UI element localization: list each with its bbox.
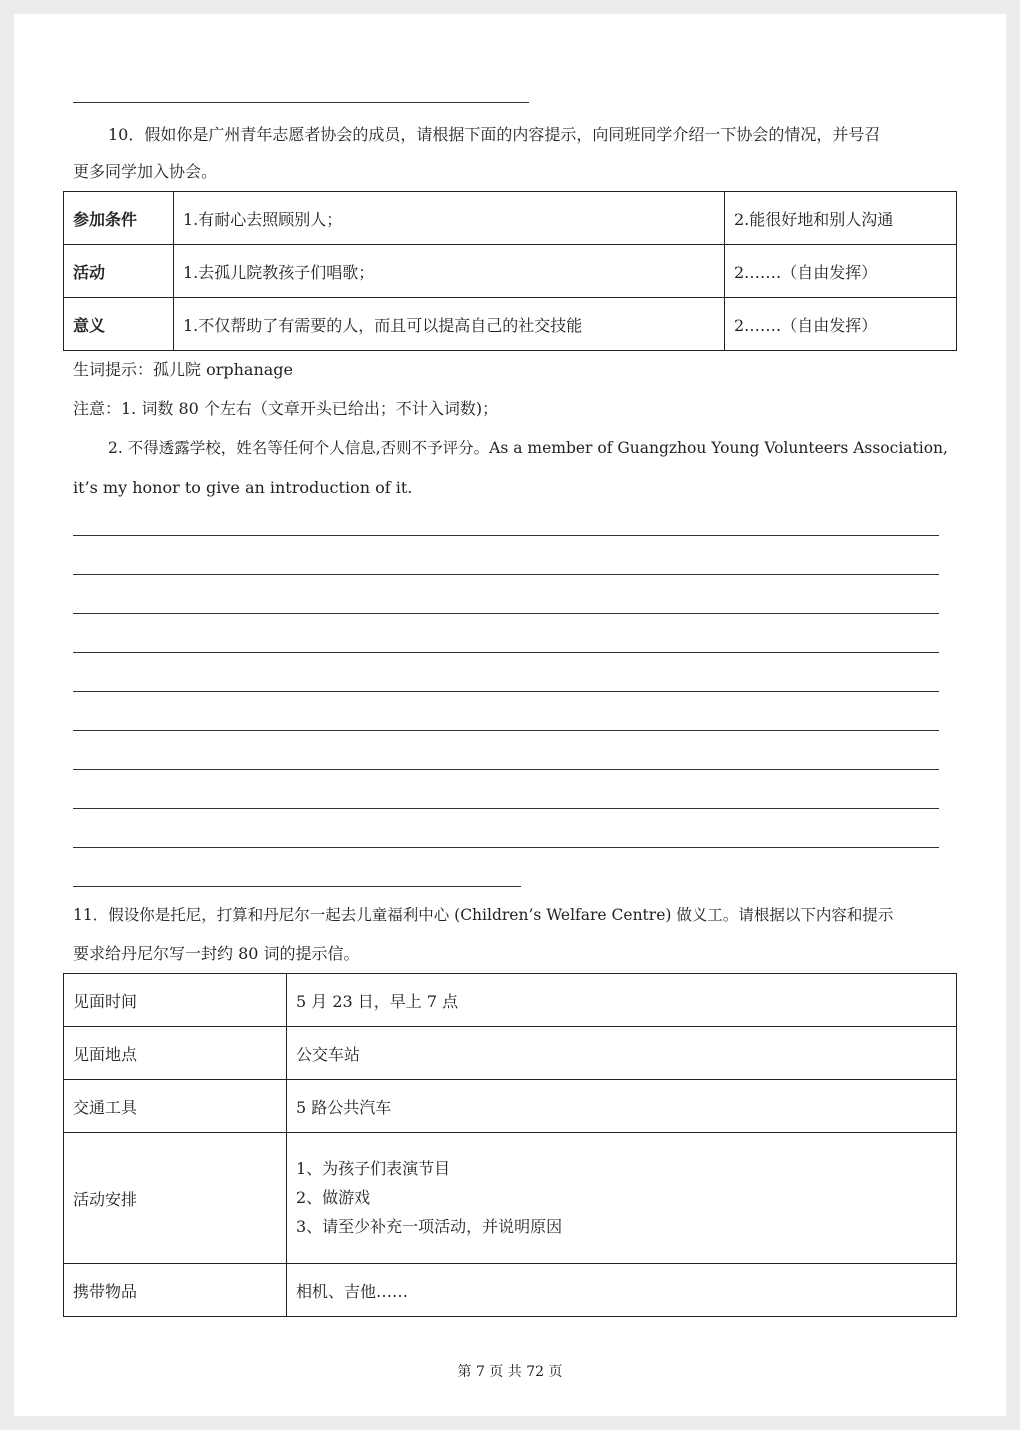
row-item1: 1.有耐心去照顾别人； (174, 192, 725, 245)
activity-item: 3、请至少补充一项活动，并说明原因 (296, 1217, 563, 1236)
row-label: 意义 (64, 298, 174, 351)
table-row (64, 1027, 957, 1080)
answer-line-prev (73, 102, 529, 103)
answer-line (73, 730, 939, 731)
row-label: 活动 (64, 245, 174, 298)
row-value: 相机、吉他…… (287, 1264, 957, 1317)
q10-prompt-line1: 10．假如你是广州青年志愿者协会的成员，请根据下面的内容提示，向同班同学介绍一下协会的情况，并号召 (108, 125, 881, 144)
row-item1: 1.不仅帮助了有需要的人，而且可以提高自己的社交技能 (174, 298, 725, 351)
row-label: 参加条件 (64, 192, 174, 245)
answer-line (73, 886, 521, 887)
q11-table (63, 973, 957, 1317)
q11-prompt-line1: 11．假设你是托尼，打算和丹尼尔一起去儿童福利中心 (Children’s Welfare Centre) 做义工。请根据以下内容和提示 (73, 906, 894, 924)
row-label: 携带物品 (64, 1264, 287, 1317)
answer-line (73, 847, 939, 848)
answer-line (73, 535, 939, 536)
document-page (14, 14, 1006, 1416)
answer-line (73, 691, 939, 692)
row-item1: 1.去孤儿院教孩子们唱歌； (174, 245, 725, 298)
row-value: 公交车站 (287, 1027, 957, 1080)
row-item2: 2.……（自由发挥） (725, 298, 957, 351)
page-footer: 第 7 页 共 72 页 (457, 1364, 563, 1380)
q10-prompt-line2: 更多同学加入协会。 (73, 162, 218, 181)
q10-table (63, 191, 957, 351)
answer-line (73, 652, 939, 653)
row-item2: 2.能很好地和别人沟通 (725, 192, 957, 245)
activity-item: 1、为孩子们表演节目 (296, 1159, 451, 1178)
table-row (64, 192, 957, 245)
q10-note1: 注意：1. 词数 80 个左右（文章开头已给出；不计入词数)； (73, 399, 499, 418)
answer-line (73, 808, 939, 809)
table-row (64, 974, 957, 1027)
row-label: 见面地点 (64, 1027, 287, 1080)
table-row (64, 1133, 957, 1264)
answer-line (73, 769, 939, 770)
activity-item: 2、做游戏 (296, 1188, 371, 1207)
answer-line (73, 613, 939, 614)
answer-line (73, 574, 939, 575)
row-value: 5 路公共汽车 (287, 1080, 957, 1133)
q10-note2: 2. 不得透露学校，姓名等任何个人信息,否则不予评分。As a member of Guangzhou Young Volunteers Association, (108, 439, 948, 457)
row-item2: 2.……（自由发挥） (725, 245, 957, 298)
table-row (64, 1264, 957, 1317)
table-row (64, 245, 957, 298)
row-value: 5 月 23 日，早上 7 点 (287, 974, 957, 1027)
q10-opening: it’s my honor to give an introduction of it. (73, 478, 413, 497)
table-row (64, 1080, 957, 1133)
q10-vocab-hint: 生词提示：孤儿院 orphanage (73, 360, 294, 379)
row-label: 见面时间 (64, 974, 287, 1027)
activities-list (287, 1133, 957, 1264)
q11-prompt-line2: 要求给丹尼尔写一封约 80 词的提示信。 (73, 944, 360, 963)
table-row (64, 298, 957, 351)
row-label: 活动安排 (64, 1133, 287, 1264)
row-label: 交通工具 (64, 1080, 287, 1133)
